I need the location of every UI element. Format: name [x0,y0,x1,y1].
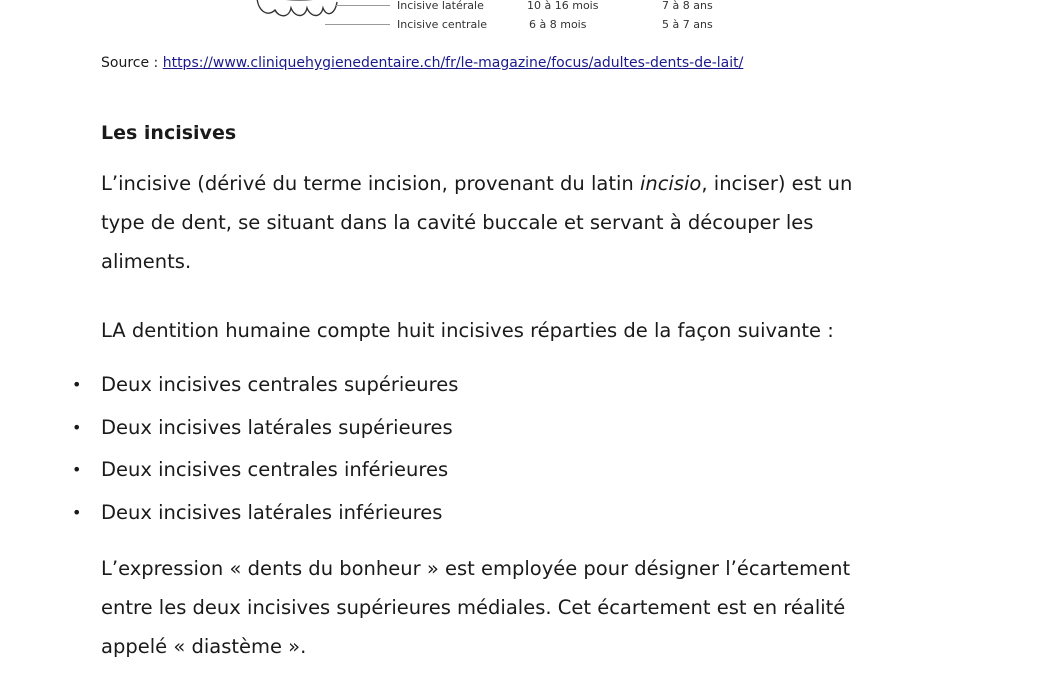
bullet-icon: • [72,375,82,394]
expression-line-3: appelé « diastème ». [101,635,307,658]
source-label: Source : [101,55,163,71]
intro-text: , inciser) est un [701,172,853,195]
tooth-eruption: 10 à 16 mois [527,0,599,12]
list-item-text: Deux incisives centrales inférieures [101,458,449,481]
source-link[interactable]: https://www.cliniquehygienedentaire.ch/fr/le-magazine/focus/adultes-dents-de-lait/ [162,55,744,71]
tooth-shedding: 7 à 8 ans [662,0,713,12]
tooth-pointer-line-1 [335,5,390,6]
list-item-text: Deux incisives latérales inférieures [101,500,443,524]
expression-line-1: L’expression « dents du bonheur » est employée pour désigner l’écartement [101,557,851,580]
bullet-icon: • [72,460,82,479]
bullet-icon: • [72,502,82,522]
tooth-pointer-line-2 [325,24,390,25]
list-item-text: Deux incisives centrales supérieures [101,373,459,396]
expression-paragraph [101,549,941,666]
intro-text: L’incisive (dérivé du terme incision, provenant du latin [101,172,640,195]
tooth-outline [257,0,337,16]
intro-line-1 [101,164,941,203]
intro-line-2: type de dent, se situant dans la cavité buccale et servant à découper les [101,211,814,234]
tooth-eruption: 6 à 8 mois [529,18,587,31]
expression-line-2: entre les deux incisives supérieures médiales. Cet écartement est en réalité [101,596,846,619]
tooth-name: Incisive centrale [397,18,488,31]
bullet-icon: • [72,417,82,437]
list-intro [101,311,941,350]
tooth-name: Incisive latérale [397,0,484,12]
section-heading: Les incisives [101,122,237,144]
source-line [101,54,743,72]
intro-paragraph [101,164,941,281]
tooth-shedding: 5 à 7 ans [662,18,713,31]
latin-term: incisio [639,172,702,195]
list-item-text: Deux incisives latérales supérieures [101,415,453,439]
intro-line-3: aliments. [101,250,192,273]
list-intro-text: LA dentition humaine compte huit incisives réparties de la façon suivante : [101,319,834,342]
teeth-illustration [245,0,385,24]
